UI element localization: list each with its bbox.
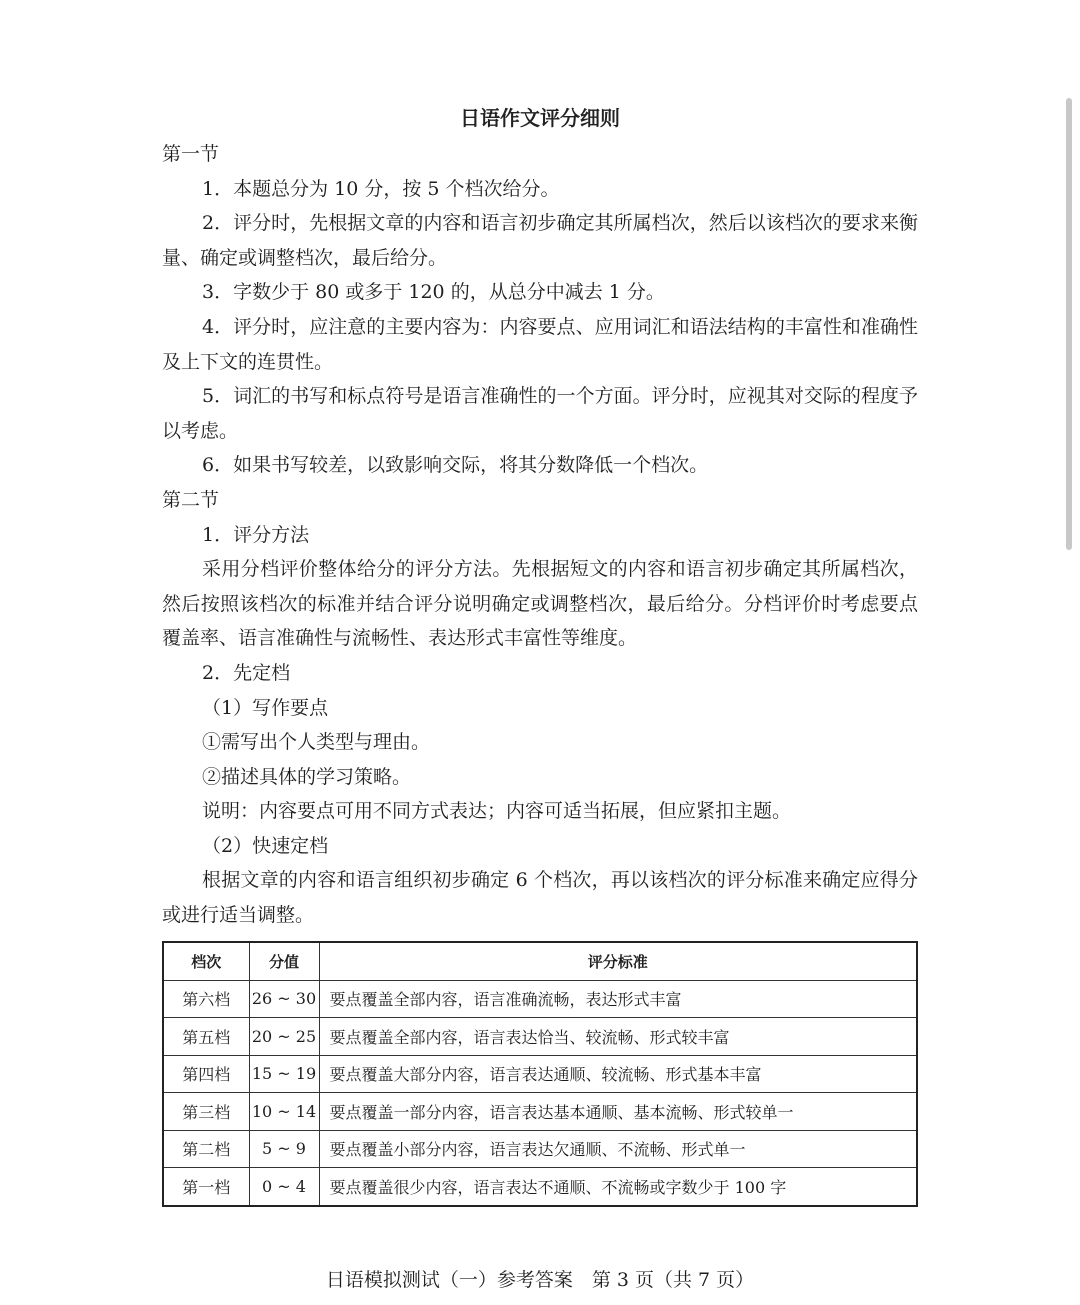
level-cell: 第二档	[163, 1130, 249, 1168]
grading-table	[162, 941, 918, 1207]
method-heading: 1．评分方法	[202, 523, 310, 546]
writing-note: 说明：内容要点可用不同方式表达；内容可适当拓展，但应紧扣主题。	[202, 800, 792, 823]
scrollbar[interactable]	[1066, 98, 1072, 550]
score-cell: 15 ~ 19	[249, 1055, 319, 1093]
table-row	[163, 980, 917, 1018]
section1-item-6: 6．如果书写较差，以致影响交际，将其分数降低一个档次。	[202, 454, 709, 477]
header-score: 分值	[249, 942, 319, 980]
section1-item-1: 1．本题总分为 10 分，按 5 个档次给分。	[202, 177, 560, 200]
score-cell: 20 ~ 25	[249, 1018, 319, 1056]
section1-heading: 第一节	[162, 143, 220, 165]
level-cell: 第三档	[163, 1093, 249, 1131]
first-grading-heading: 2．先定档	[202, 661, 291, 684]
criteria-cell: 要点覆盖大部分内容，语言表达通顺、较流畅、形式基本丰富	[319, 1055, 917, 1093]
criteria-cell: 要点覆盖小部分内容，语言表达欠通顺、不流畅、形式单一	[319, 1130, 917, 1168]
level-cell: 第一档	[163, 1168, 249, 1206]
table-row	[163, 1018, 917, 1056]
page-title: 日语作文评分细则	[460, 106, 620, 130]
page-footer: 日语模拟测试（一）参考答案 第 3 页（共 7 页）	[325, 1269, 755, 1291]
criteria-cell: 要点覆盖一部分内容，语言表达基本通顺、基本流畅、形式较单一	[319, 1093, 917, 1131]
score-cell: 0 ~ 4	[249, 1168, 319, 1206]
table-row	[163, 1130, 917, 1168]
table-row	[163, 1168, 917, 1206]
criteria-cell: 要点覆盖全部内容，语言准确流畅，表达形式丰富	[319, 980, 917, 1018]
score-cell: 26 ~ 30	[249, 980, 319, 1018]
score-cell: 5 ~ 9	[249, 1130, 319, 1168]
table-header-row	[163, 942, 917, 980]
section1-item-3: 3．字数少于 80 或多于 120 的，从总分中减去 1 分。	[202, 281, 665, 304]
quick-grading-heading: （2）快速定档	[202, 834, 329, 857]
section1-item-2: 2．评分时，先根据文章的内容和语言初步确定其所属档次，然后以该档次的要求来衡量、确定或调整档次，最后给分。	[162, 212, 918, 269]
table-row	[163, 1055, 917, 1093]
writing-point-1: ①需写出个人类型与理由。	[202, 731, 431, 754]
criteria-cell: 要点覆盖很少内容，语言表达不通顺、不流畅或字数少于 100 字	[319, 1168, 917, 1206]
writing-points-heading: （1）写作要点	[202, 696, 329, 719]
section1-item-5: 5．词汇的书写和标点符号是语言准确性的一个方面。评分时，应视其对交际的程度予以考虑。	[162, 385, 918, 442]
header-criteria: 评分标准	[319, 942, 917, 980]
section1-item-4: 4．评分时，应注意的主要内容为：内容要点、应用词汇和语法结构的丰富性和准确性及上下文的连贯性。	[162, 315, 918, 373]
score-cell: 10 ~ 14	[249, 1093, 319, 1131]
writing-point-2: ②描述具体的学习策略。	[202, 765, 412, 788]
section2-heading: 第二节	[162, 488, 220, 511]
level-cell: 第五档	[163, 1018, 249, 1056]
table-row	[163, 1093, 917, 1131]
criteria-cell: 要点覆盖全部内容，语言表达恰当、较流畅、形式较丰富	[319, 1018, 917, 1056]
method-text: 采用分档评价整体给分的评分方法。先根据短文的内容和语言初步确定其所属档次，然后按照该档次的标准并结合评分说明确定或调整档次，最后给分。分档评价时考虑要点覆盖率、语言准确性与流畅性、表达形式丰富性等维度。	[162, 558, 918, 650]
level-cell: 第四档	[163, 1055, 249, 1093]
quick-grading-text: 根据文章的内容和语言组织初步确定 6 个档次，再以该档次的评分标准来确定应得分或进行适当调整。	[162, 869, 918, 927]
header-level: 档次	[163, 942, 249, 980]
document-body	[162, 137, 918, 933]
level-cell: 第六档	[163, 980, 249, 1018]
